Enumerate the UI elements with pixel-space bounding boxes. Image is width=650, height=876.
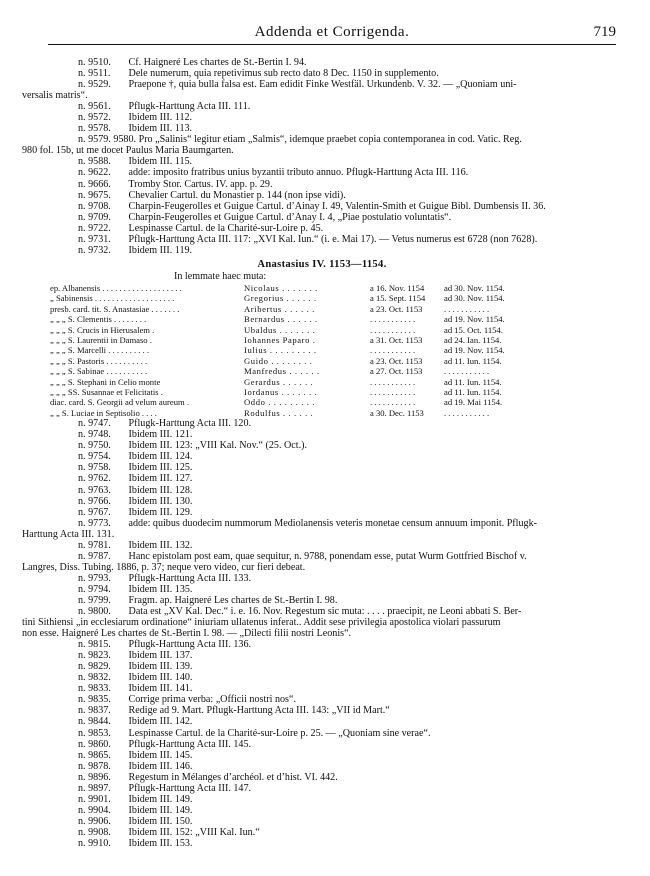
entry-line bbox=[22, 507, 622, 518]
lemma-from-date: a 16. Nov. 1154 bbox=[370, 282, 425, 293]
entry-number: n. 9835. bbox=[78, 694, 111, 706]
lemma-to-date: ad 19. Nov. 1154. bbox=[444, 345, 505, 356]
entry-number: n. 9767. bbox=[78, 506, 111, 518]
lemma-to-date: . . . . . . . . . . . bbox=[444, 407, 490, 418]
entry-number: n. 9572. bbox=[78, 112, 111, 124]
entry-line bbox=[22, 573, 622, 584]
entry-text: Ibidem III. 113. bbox=[128, 123, 193, 135]
entry-line bbox=[22, 212, 622, 223]
entry-line bbox=[22, 540, 622, 551]
entry-text: Ibidem III. 140. bbox=[128, 672, 193, 684]
entry-number: n. 9511. bbox=[78, 68, 111, 80]
lemma-row bbox=[48, 356, 526, 366]
entry-line bbox=[22, 827, 622, 838]
lemma-to-date: ad 30. Nov. 1154. bbox=[444, 293, 505, 304]
entry-text: Ibidem III. 119. bbox=[128, 244, 193, 256]
entry-text: Chevalier Cartul. du Monastier p. 144 (non ipse vidi). bbox=[128, 189, 346, 201]
lemma-to-date: ad 19. Nov. 1154. bbox=[444, 314, 505, 325]
entry-line bbox=[22, 761, 622, 772]
entry-number: n. 9750. bbox=[78, 440, 111, 452]
entry-text: Ibidem III. 129. bbox=[128, 506, 193, 518]
entries-group-d bbox=[22, 418, 622, 528]
entry-line bbox=[22, 783, 622, 794]
lemma-title: „ „ S. Luciae in Septisolio . . . . bbox=[50, 407, 157, 418]
lemma-to-date: ad 24. Ian. 1154. bbox=[444, 334, 502, 345]
entry-line bbox=[22, 639, 622, 650]
entry-number: n. 9747. bbox=[78, 418, 111, 430]
entries-group-c bbox=[22, 156, 622, 255]
continuation-line: Langres, Diss. Tubing. 1886, p. 37; neque vero video, cur fieri debeat. bbox=[22, 561, 306, 573]
lemma-row bbox=[48, 397, 526, 407]
lemma-from-date: . . . . . . . . . . . bbox=[370, 324, 416, 335]
entry-number: n. 9773. bbox=[78, 517, 111, 529]
lemma-row bbox=[48, 335, 526, 345]
entry-line bbox=[22, 496, 622, 507]
entry-text: Data est „XV Kal. Dec.“ i. e. 16. Nov. Regestum sic muta: . . . . praecipit, ne Leoni abbati S. Ber- bbox=[128, 606, 522, 618]
entry-line bbox=[22, 245, 622, 256]
entry-line bbox=[22, 694, 622, 705]
lemma-from-date: a 15. Sept. 1154 bbox=[370, 293, 426, 304]
entry-text: Tromby Stor. Cartus. IV. app. p. 29. bbox=[128, 178, 273, 190]
lemma-name: Rodulfus . . . . . . bbox=[244, 407, 314, 418]
lemma-to-date: . . . . . . . . . . . bbox=[444, 303, 490, 314]
lemma-row bbox=[48, 408, 526, 418]
entry-text: Ibidem III. 127. bbox=[128, 473, 193, 485]
lemma-from-date: a 31. Oct. 1153 bbox=[370, 334, 423, 345]
entry-text: Pflugk-Harttung Acta III. 147. bbox=[128, 782, 252, 794]
entry-number: n. 9906. bbox=[78, 815, 111, 827]
lemma-to-date: ad 15. Oct. 1154. bbox=[444, 324, 503, 335]
entry-line bbox=[22, 223, 622, 234]
lemma-title: „ Sabinensis . . . . . . . . . . . . . . . . . . . bbox=[50, 293, 175, 304]
lemma-title: „ „ „ S. Crucis in Hierusalem . bbox=[50, 324, 155, 335]
entry-line bbox=[22, 716, 622, 727]
entry-text: Ibidem III. 141. bbox=[128, 683, 193, 695]
entry-number: n. 9578. bbox=[78, 123, 111, 135]
entry-number: n. 9793. bbox=[78, 572, 111, 584]
continuation-line: Harttung Acta III. 131. bbox=[22, 528, 115, 540]
entry-number: n. 9708. bbox=[78, 200, 111, 212]
entry-number: n. 9762. bbox=[78, 473, 111, 485]
lemma-title: diac. card. S. Georgii ad velum aureum . bbox=[50, 397, 189, 408]
entry-text: Regestum in Mélanges d’archéol. et d’hist. VI. 442. bbox=[128, 771, 338, 783]
entry-line bbox=[22, 429, 622, 440]
entry-number: n. 9800. bbox=[78, 606, 111, 618]
entry-line bbox=[22, 201, 622, 212]
entry-text: Ibidem III. 128. bbox=[128, 484, 193, 496]
entry-text: Pflugk-Harttung Acta III. 111. bbox=[128, 101, 251, 113]
lemma-row bbox=[48, 387, 526, 397]
entry-line bbox=[22, 805, 622, 816]
entry-number: n. 9844. bbox=[78, 716, 111, 728]
entry-line bbox=[22, 794, 622, 805]
entries-group-b bbox=[22, 101, 622, 145]
entry-number: n. 9823. bbox=[78, 650, 111, 662]
lemma-from-date: . . . . . . . . . . . bbox=[370, 397, 416, 408]
entry-number: n. 9794. bbox=[78, 583, 111, 595]
lemma-name: Iordanus . . . . . . . bbox=[244, 387, 318, 397]
lemma-name: Aribertus . . . . . . bbox=[244, 303, 315, 314]
entry-text: Pflugk-Harttung Acta III. 136. bbox=[128, 639, 252, 651]
entry-number: n. 9865. bbox=[78, 749, 111, 761]
lemma-title: „ „ „ S. Clementis . . . . . . . . bbox=[50, 314, 147, 325]
lemma-title: „ „ „ S. Marcelli . . . . . . . . . . bbox=[50, 345, 150, 356]
entry-number: n. 9901. bbox=[78, 793, 111, 805]
lemma-name: Guido . . . . . . . . bbox=[244, 355, 313, 366]
entry-text: Ibidem III. 115. bbox=[128, 156, 193, 168]
entry-line bbox=[22, 57, 622, 68]
entry-text: Ibidem III. 137. bbox=[128, 650, 193, 662]
entry-line bbox=[22, 683, 622, 694]
lemma-table bbox=[48, 283, 526, 418]
entry-text: Ibidem III. 121. bbox=[128, 429, 193, 441]
entry-line bbox=[22, 156, 622, 167]
entry-line bbox=[22, 551, 622, 562]
entry-text: Ibidem III. 150. bbox=[128, 815, 193, 827]
entry-text: Ibidem III. 149. bbox=[128, 793, 193, 805]
continuation-line: tini Sithiensi „in ecclesiarum ordinatione“ iniuriam ullatenus inferat.. Addit sese privilegia apostolica violari passurum bbox=[22, 617, 501, 629]
entries-group-f bbox=[22, 573, 622, 617]
entry-text: Redige ad 9. Mart. Pflugk-Harttung Acta III. 143: „VII id Mart.“ bbox=[128, 705, 390, 717]
entry-line bbox=[22, 179, 622, 190]
lemma-name: Iohannes Paparo . bbox=[244, 334, 316, 345]
entry-line bbox=[22, 728, 622, 739]
entry-text: Lespinasse Cartul. de la Charité-sur-Loire p. 25. — „Quoniam sine verae“. bbox=[128, 727, 431, 739]
entry-number: n. 9731. bbox=[78, 233, 111, 245]
entry-text: Cf. Haigneré Les chartes de St.-Bertin I. 94. bbox=[128, 57, 307, 68]
lemma-row bbox=[48, 325, 526, 335]
lemma-from-date: a 30. Dec. 1153 bbox=[370, 407, 424, 418]
entry-text: Pflugk-Harttung Acta III. 133. bbox=[128, 572, 252, 584]
entry-text: Ibidem III. 153. bbox=[128, 838, 193, 849]
entry-text: Hanc epistolam post eam, quae sequitur, n. 9788, ponendam esse, putat Wurm Gottfried Bischof v. bbox=[128, 550, 527, 562]
entry-line bbox=[22, 68, 622, 79]
lemma-name: Iulius . . . . . . . . . bbox=[244, 345, 317, 356]
entry-number: n. 9579. 9580. bbox=[78, 134, 137, 146]
lemma-row bbox=[48, 366, 526, 376]
entry-number: n. 9561. bbox=[78, 101, 111, 113]
entry-line bbox=[22, 101, 622, 112]
lemma-from-date: a 23. Oct. 1153 bbox=[370, 303, 423, 314]
entry-number: n. 9675. bbox=[78, 189, 111, 201]
entry-number: n. 9897. bbox=[78, 782, 111, 794]
entries-group-e bbox=[22, 540, 622, 562]
entry-line bbox=[22, 190, 622, 201]
entry-text: Ibidem III. 124. bbox=[128, 451, 193, 463]
entry-text: Charpin-Feugerolles et Guigue Cartul. d’Anay I. 4, „Piae postulatio voluntatis“. bbox=[128, 211, 452, 223]
entry-text: Pflugk-Harttung Acta III. 145. bbox=[128, 738, 252, 750]
lemma-row bbox=[48, 304, 526, 314]
lemma-name: Oddo . . . . . . . . . bbox=[244, 397, 315, 408]
entry-text: Ibidem III. 135. bbox=[128, 583, 193, 595]
lemma-name: Manfredus . . . . . . bbox=[244, 366, 320, 377]
entry-line bbox=[22, 838, 622, 849]
entries-group-g bbox=[22, 639, 622, 849]
entry-number: n. 9833. bbox=[78, 683, 111, 695]
entry-number: n. 9709. bbox=[78, 211, 111, 223]
lemma-row bbox=[48, 293, 526, 303]
entry-number: n. 9754. bbox=[78, 451, 111, 463]
lemma-to-date: . . . . . . . . . . . bbox=[444, 366, 490, 377]
lemma-title: „ „ „ S. Stephani in Celio monte bbox=[50, 376, 161, 387]
entry-text: Corrige prima verba: „Officii nostri nos“. bbox=[128, 694, 296, 706]
entry-line bbox=[22, 123, 622, 134]
lemma-name: Nicolaus . . . . . . . bbox=[244, 282, 318, 293]
entry-text: Ibidem III. 130. bbox=[128, 495, 193, 507]
entry-text: Ibidem III. 125. bbox=[128, 462, 193, 474]
entry-line bbox=[22, 134, 622, 145]
entry-text: Praepone †, quia bulla falsa est. Eam edidit Finke Westfäl. Urkundenb. V. 32. — „Quoniam uni- bbox=[128, 79, 517, 91]
lemma-to-date: ad 11. Iun. 1154. bbox=[444, 355, 502, 366]
lemma-from-date: a 27. Oct. 1153 bbox=[370, 366, 423, 377]
entry-line bbox=[22, 595, 622, 606]
continuation-line: versalis matris“. bbox=[22, 90, 88, 102]
entry-text: Ibidem III. 139. bbox=[128, 661, 193, 673]
entry-line bbox=[22, 418, 622, 429]
entry-text: Fragm. ap. Haigneré Les chartes de St.-Bertin I. 98. bbox=[128, 594, 338, 606]
lemma-name: Gerardus . . . . . . bbox=[244, 376, 314, 387]
entry-text: adde: imposito fratribus unius byzantii tributo annuo. Pflugk-Harttung Acta III. 116. bbox=[128, 167, 469, 179]
entry-line bbox=[22, 606, 622, 617]
entry-line bbox=[22, 79, 622, 90]
entry-number: n. 9588. bbox=[78, 156, 111, 168]
entry-number: n. 9732. bbox=[78, 244, 111, 256]
entry-number: n. 9799. bbox=[78, 594, 111, 606]
entry-text: Pflugk-Harttung Acta III. 117: „XVI Kal. Iun.“ (i. e. Mai 17). — Vetus numerus est 6728 (non 7628). bbox=[128, 233, 538, 245]
entry-line bbox=[22, 750, 622, 761]
lemma-from-date: . . . . . . . . . . . bbox=[370, 376, 416, 387]
section-heading: Anastasius IV. 1153—1154. bbox=[257, 258, 387, 270]
lemma-to-date: ad 11. Iun. 1154. bbox=[444, 387, 502, 397]
entry-text: Ibidem III. 132. bbox=[128, 539, 193, 551]
entry-line bbox=[22, 112, 622, 123]
entry-number: n. 9837. bbox=[78, 705, 111, 717]
lemma-title: ep. Albanensis . . . . . . . . . . . . . . . . . . . bbox=[50, 282, 182, 293]
entry-number: n. 9910. bbox=[78, 838, 111, 849]
entry-number: n. 9853. bbox=[78, 727, 111, 739]
lemma-title: „ „ „ S. Laurentii in Damaso . bbox=[50, 334, 152, 345]
entry-line bbox=[22, 462, 622, 473]
entry-line bbox=[22, 167, 622, 178]
entry-text: Dele numerum, quia repetivimus sub recto dato 8 Dec. 1150 in supplemento. bbox=[128, 68, 439, 80]
entry-number: n. 9529. bbox=[78, 79, 111, 91]
entry-number: n. 9758. bbox=[78, 462, 111, 474]
entry-line bbox=[22, 661, 622, 672]
entry-text: Pro „Salinis“ legitur etiam „Salmis“, idemque praebet copia contemporanea in cod. Vatic. Reg. bbox=[138, 134, 522, 146]
lemma-intro: In lemmate haec muta: bbox=[174, 270, 267, 282]
entry-number: n. 9748. bbox=[78, 429, 111, 441]
lemma-from-date: . . . . . . . . . . . bbox=[370, 345, 416, 356]
lemma-row bbox=[48, 283, 526, 293]
entry-line bbox=[22, 739, 622, 750]
entry-number: n. 9904. bbox=[78, 804, 111, 816]
entry-number: n. 9787. bbox=[78, 550, 111, 562]
entry-line bbox=[22, 650, 622, 661]
entry-text: Ibidem III. 112. bbox=[128, 112, 193, 124]
entry-number: n. 9666. bbox=[78, 178, 111, 190]
entry-line bbox=[22, 518, 622, 529]
lemma-name: Gregorius . . . . . . bbox=[244, 293, 317, 304]
entry-line bbox=[22, 451, 622, 462]
entry-number: n. 9763. bbox=[78, 484, 111, 496]
lemma-to-date: ad 30. Nov. 1154. bbox=[444, 282, 505, 293]
entry-number: n. 9622. bbox=[78, 167, 111, 179]
entry-text: Charpin-Feugerolles et Guigue Cartul. d’Ainay I. 49, Valentin-Smith et Guigue Bibl. Dumbensis II. 36. bbox=[128, 200, 546, 212]
entry-line bbox=[22, 584, 622, 595]
entry-line bbox=[22, 234, 622, 245]
entry-line bbox=[22, 485, 622, 496]
entry-line bbox=[22, 440, 622, 451]
entry-text: adde: quibus duodecim nummorum Mediolanensis veteris monetae censum annuum imponit. Pflugk- bbox=[128, 517, 537, 529]
entry-line bbox=[22, 816, 622, 827]
lemma-title: presb. card. tit. S. Anastasiae . . . . . . . bbox=[50, 303, 180, 314]
entry-line bbox=[22, 672, 622, 683]
lemma-row bbox=[48, 377, 526, 387]
lemma-title: „ „ „ S. Pastoris . . . . . . . . . . bbox=[50, 355, 148, 366]
entry-number: n. 9878. bbox=[78, 760, 111, 772]
lemma-name: Ubaldus . . . . . . . bbox=[244, 324, 316, 335]
entry-number: n. 9815. bbox=[78, 639, 111, 651]
lemma-to-date: ad 11. Iun. 1154. bbox=[444, 376, 502, 387]
page-body bbox=[22, 57, 622, 849]
entry-line bbox=[22, 705, 622, 716]
running-title: Addenda et Corrigenda. bbox=[254, 24, 410, 40]
continuation-line: 980 fol. 15b, ut me docet Paulus Maria Baumgarten. bbox=[22, 145, 234, 157]
entry-text: Pflugk-Harttung Acta III. 120. bbox=[128, 418, 252, 430]
entry-number: n. 9766. bbox=[78, 495, 111, 507]
entries-group-a bbox=[22, 57, 622, 90]
entry-text: Ibidem III. 149. bbox=[128, 804, 193, 816]
entry-number: n. 9829. bbox=[78, 661, 111, 673]
page-number: 719 bbox=[593, 24, 616, 40]
entry-number: n. 9896. bbox=[78, 771, 111, 783]
lemma-title: „ „ „ SS. Susannae et Felicitatis . bbox=[50, 387, 163, 397]
entry-number: n. 9832. bbox=[78, 672, 111, 684]
entry-text: Ibidem III. 145. bbox=[128, 749, 193, 761]
lemma-from-date: . . . . . . . . . . . bbox=[370, 387, 416, 397]
lemma-row bbox=[48, 345, 526, 355]
entry-text: Ibidem III. 152: „VIII Kal. Iun.“ bbox=[128, 826, 260, 838]
lemma-from-date: . . . . . . . . . . . bbox=[370, 314, 416, 325]
entry-text: Ibidem III. 142. bbox=[128, 716, 193, 728]
lemma-row bbox=[48, 314, 526, 324]
entry-text: Ibidem III. 123: „VIII Kal. Nov.“ (25. Oct.). bbox=[128, 440, 307, 452]
running-header bbox=[48, 26, 616, 45]
entry-text: Ibidem III. 146. bbox=[128, 760, 193, 772]
lemma-to-date: ad 19. Mai 1154. bbox=[444, 397, 503, 408]
entry-line bbox=[22, 473, 622, 484]
entry-line bbox=[22, 772, 622, 783]
entry-number: n. 9510. bbox=[78, 57, 111, 68]
lemma-title: „ „ „ S. Sabinae . . . . . . . . . . bbox=[50, 366, 148, 377]
lemma-from-date: a 23. Oct. 1153 bbox=[370, 355, 423, 366]
entry-number: n. 9722. bbox=[78, 222, 111, 234]
entry-number: n. 9781. bbox=[78, 539, 111, 551]
entry-number: n. 9860. bbox=[78, 738, 111, 750]
entry-text: Lespinasse Cartul. de la Charité-sur-Loire p. 45. bbox=[128, 222, 324, 234]
lemma-name: Bernardus . . . . . . bbox=[244, 314, 318, 325]
continuation-line: non esse. Haigneré Les chartes de St.-Bertin I. 98. — „Dilecti filii nostri Leonis“. bbox=[22, 628, 352, 640]
entry-number: n. 9908. bbox=[78, 826, 111, 838]
